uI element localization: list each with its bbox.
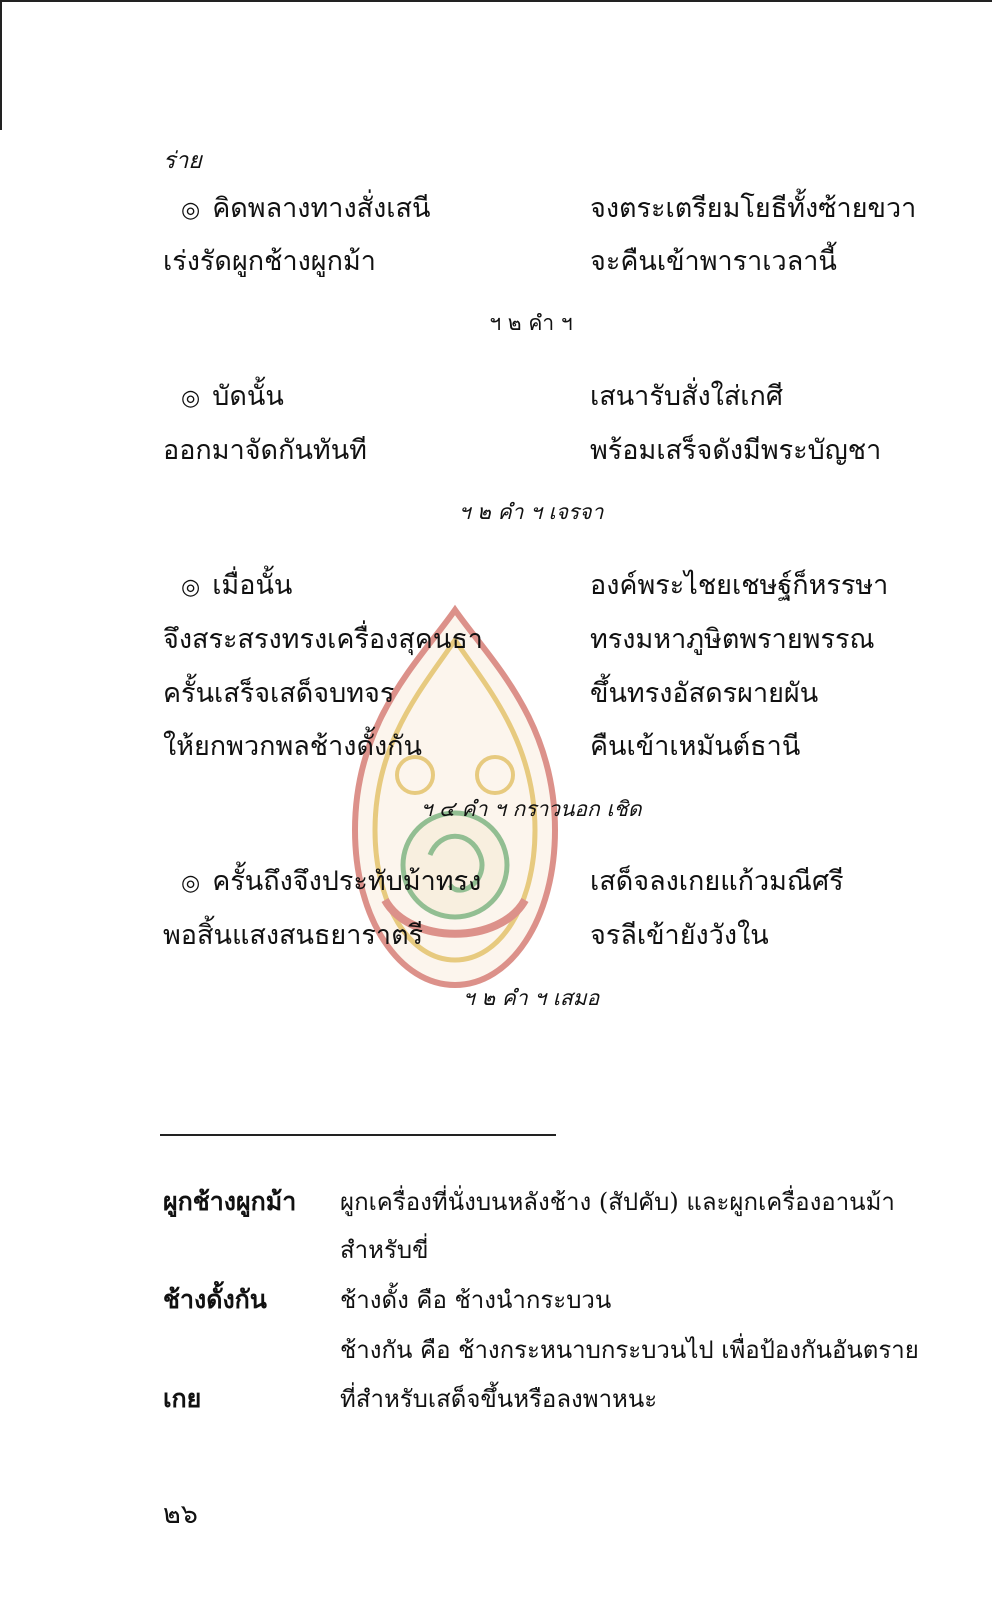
verse-line-right: จรลีเข้ายังวังใน xyxy=(590,920,769,951)
scan-edge-left xyxy=(0,0,2,130)
footnote-rule xyxy=(160,1134,556,1136)
verse-line-left: จึงสระสรงทรงเครื่องสุคนธา xyxy=(163,624,483,655)
glossary-term: ผูกช้างผูกม้า xyxy=(163,1187,297,1216)
verse-line-right: ทรงมหาภูษิตพรายพรรณ xyxy=(590,624,875,655)
verse-line-right: จงตระเตรียมโยธีทั้งซ้ายขวา xyxy=(590,193,917,224)
stanza-bullet: ◎ xyxy=(181,871,201,896)
music-note: ฯ ๔ คำ ฯ กราวนอก เชิด xyxy=(420,797,642,821)
stanza-bullet: ◎ xyxy=(181,386,201,411)
scan-edge-top xyxy=(0,0,992,2)
verse-line-left: ◎ บัดนั้น xyxy=(181,381,284,412)
verse-line-right: จะคืนเข้าพาราเวลานี้ xyxy=(590,246,837,277)
verse-line-right: เสด็จลงเกยแก้วมณีศรี xyxy=(590,866,844,897)
verse-line-right: ขึ้นทรงอัสดรผายผัน xyxy=(590,678,819,709)
verse-line-right: องค์พระไชยเชษฐ์ก็หรรษา xyxy=(590,570,889,601)
verse-line-right: พร้อมเสร็จดังมีพระบัญชา xyxy=(590,435,882,466)
verse-line-left: พอสิ้นแสงสนธยาราตรี xyxy=(163,920,424,951)
glossary-definition: ผูกเครื่องที่นั่งบนหลังช้าง (สัปคับ) และผูกเครื่องอานม้า xyxy=(340,1188,895,1216)
verse-line-left: ◎ คิดพลางทางสั่งเสนี xyxy=(181,193,431,224)
verse-line-right: คืนเข้าเหมันต์ธานี xyxy=(590,731,801,762)
verse-line-right: เสนารับสั่งใส่เกศี xyxy=(590,381,784,412)
verse-line-left: ◎ ครั้นถึงจึงประทับม้าทรง xyxy=(181,866,482,897)
verse-line-left: ◎ เมื่อนั้น xyxy=(181,570,293,601)
glossary-definition: สำหรับขี่ xyxy=(340,1236,429,1264)
verse-line-left: ครั้นเสร็จเสด็จบทจร xyxy=(163,678,395,709)
glossary-definition: ช้างดั้ง คือ ช้างนำกระบวน xyxy=(340,1286,612,1314)
mode-label: ร่าย xyxy=(163,148,202,174)
page-number: ๒๖ xyxy=(163,1499,198,1530)
glossary-term: เกย xyxy=(163,1384,202,1413)
music-note: ฯ ๒ คำ ฯ เสมอ xyxy=(462,986,600,1010)
verse-line-left: ออกมาจัดกันทันที xyxy=(163,435,367,466)
glossary-term: ช้างดั้งกัน xyxy=(163,1285,267,1314)
glossary-definition: ช้างกัน คือ ช้างกระหนาบกระบวนไป เพื่อป้องกันอันตราย xyxy=(340,1336,919,1364)
glossary-definition: ที่สำหรับเสด็จขึ้นหรือลงพาหนะ xyxy=(340,1385,658,1413)
music-note: ฯ ๒ คำ ฯ xyxy=(489,311,573,335)
verse-line-left: เร่งรัดผูกช้างผูกม้า xyxy=(163,246,376,277)
verse-line-left: ให้ยกพวกพลช้างดั้งกัน xyxy=(163,731,422,762)
music-note: ฯ ๒ คำ ฯ เจรจา xyxy=(458,500,604,524)
stanza-bullet: ◎ xyxy=(181,575,201,600)
stanza-bullet: ◎ xyxy=(181,198,201,223)
